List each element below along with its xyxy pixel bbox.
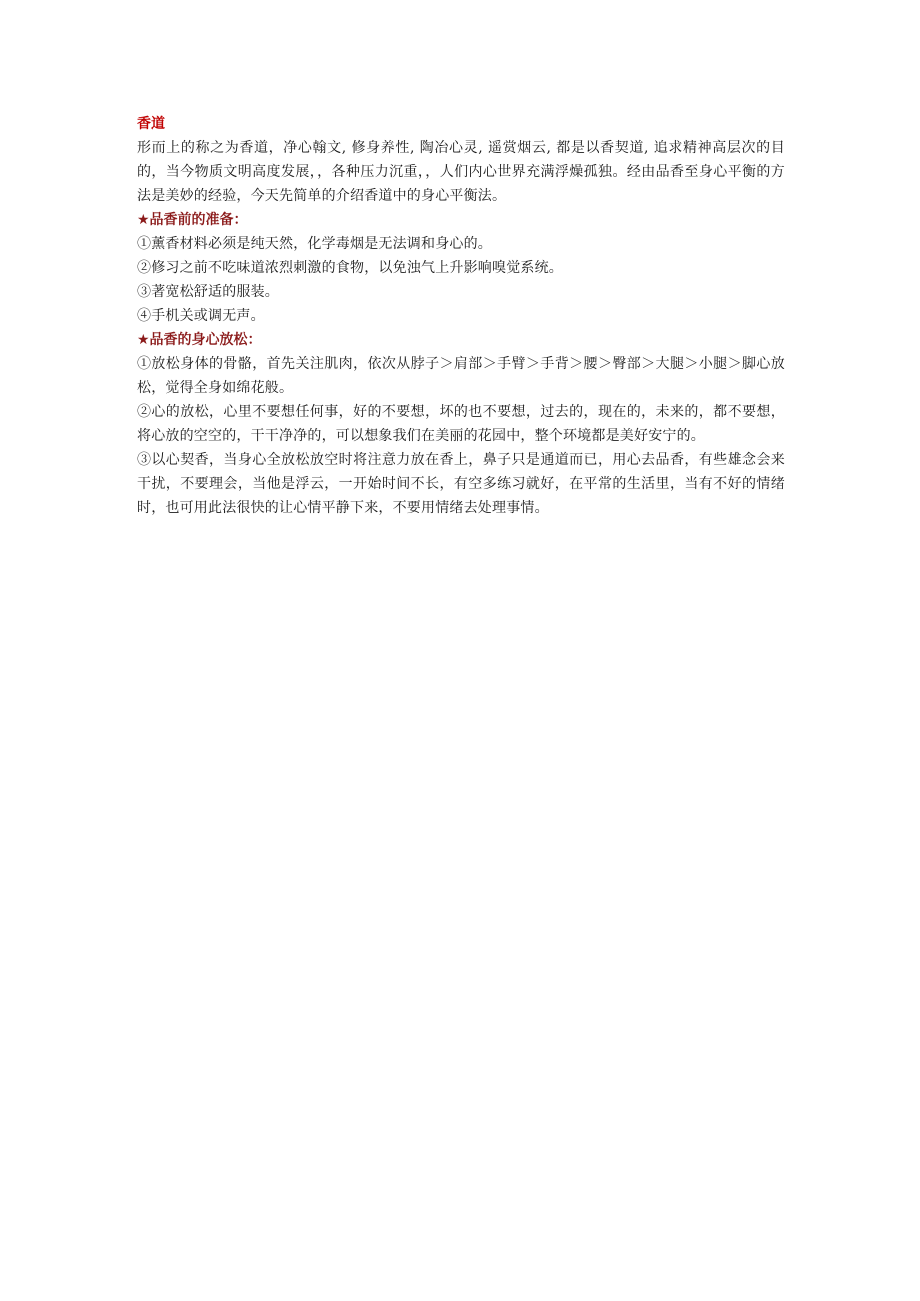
relaxation-item-2: ②心的放松，心里不要想任何事，好的不要想，坏的也不要想，过去的，现在的，未来的，都不要想，将心放的空空的，干干净净的，可以想象我们在美丽的花园中，整个环境都是美好安宁的。 [137,404,785,444]
intro-paragraph: 形而上的称之为香道，净心翰文, 修身养性, 陶冶心灵, 遥赏烟云, 都是以香契道, 追求精神高层次的目的，当今物质文明高度发展，，各种压力沉重，，人们内心世界充满浮燥孤独。经由品香至身心平衡的方法是美妙的经验，今天先简单的介绍香道中的身心平衡法。 [137,140,785,204]
preparation-item-1: ①薰香材料必须是纯天然，化学毒烟是无法调和身心的。 [137,236,492,252]
section-heading-relaxation: ★品香的身心放松： [137,332,262,348]
document-title: 香道 [137,116,165,132]
preparation-item-3: ③著宽松舒适的服装。 [137,284,279,300]
section-heading-preparation: ★品香前的准备： [137,212,248,228]
preparation-item-4: ④手机关或调无声。 [137,308,265,324]
document-body [137,112,785,520]
relaxation-item-1: ①放松身体的骨骼，首先关注肌肉，依次从脖子＞肩部＞手臂＞手背＞腰＞臀部＞大腿＞小腿＞脚心放松，觉得全身如绵花般。 [137,356,785,396]
relaxation-item-3: ③以心契香，当身心全放松放空时将注意力放在香上，鼻子只是通道而已，用心去品香，有些雄念会来干扰，不要理会，当他是浮云，一开始时间不长，有空多练习就好，在平常的生活里，当有不好的情绪时，也可用此法很快的让心情平静下来，不要用情绪去处理事情。 [137,452,785,516]
preparation-item-2: ②修习之前不吃味道浓烈刺激的食物，以免浊气上升影响嗅觉系统。 [137,260,563,276]
